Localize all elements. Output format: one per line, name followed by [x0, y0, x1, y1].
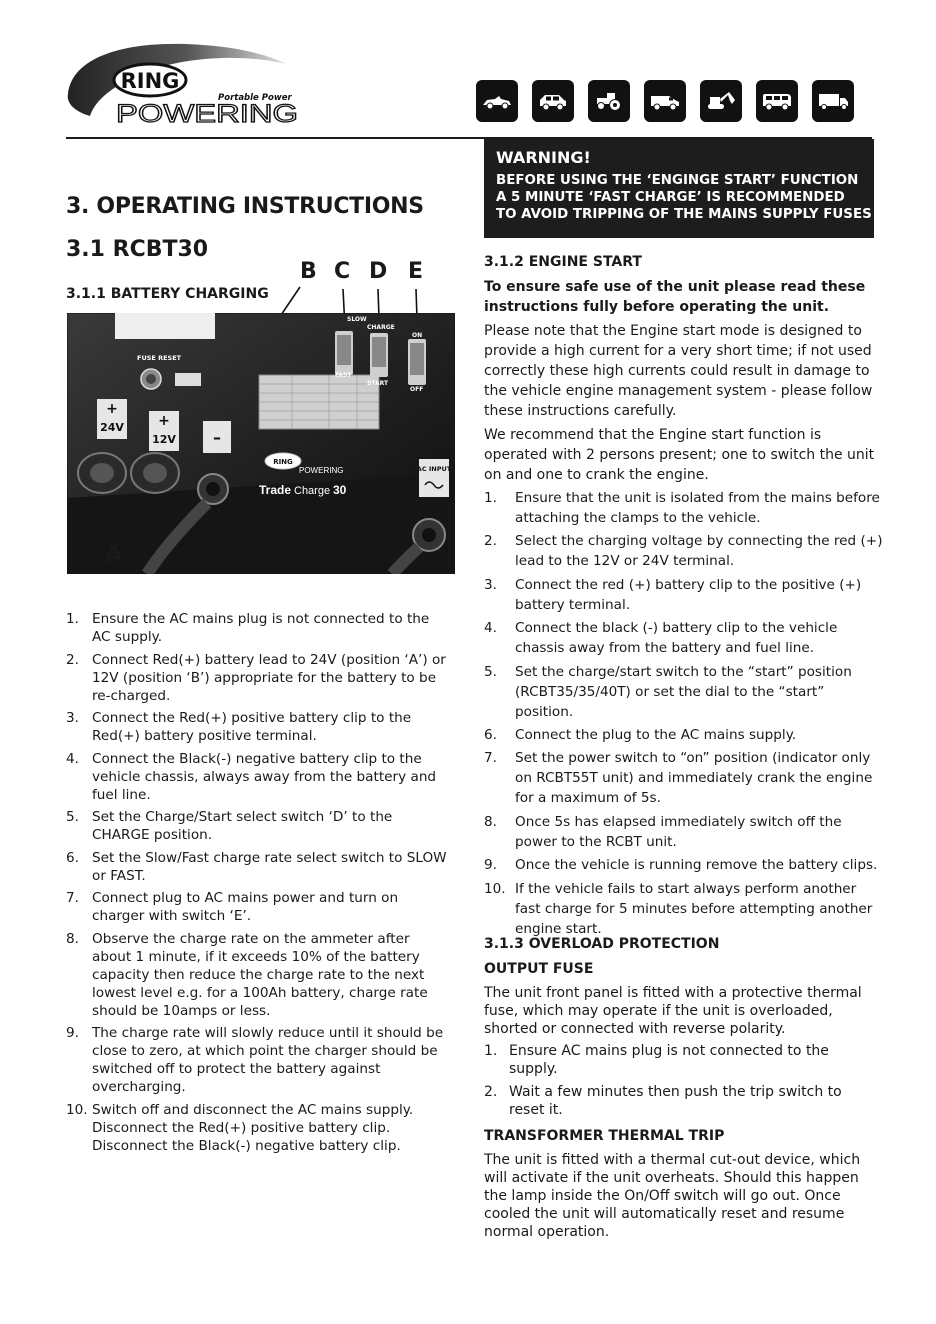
engine-start-heading: 3.1.2 ENGINE START	[484, 254, 642, 270]
svg-text:POWERING: POWERING	[299, 466, 344, 475]
warning-box	[484, 139, 874, 238]
plus-sign-12v: +	[158, 413, 170, 429]
subsection-title: 3.1 RCBT30	[66, 237, 209, 262]
charge-label: CHARGE	[367, 324, 395, 331]
callout-label-d: D	[369, 259, 388, 284]
list-item: 4. Connect the Black(-) negative battery clip to the vehicle chassis, always away from the battery and fuel line.	[66, 750, 437, 803]
list-item: 7. Connect plug to AC mains power and turn on charger with switch ‘E’.	[66, 890, 399, 924]
list-item: 10. Switch off and disconnect the AC mains supply. Disconnect the Red(+) positive battery clip. Disconnect the Black(-) negative battery clip.	[66, 1101, 414, 1154]
list-item: 9. The charge rate will slowly reduce until it should be close to zero, at which point the charger should be switched off to protect the battery against overcharging.	[66, 1025, 444, 1095]
list-item: 6. Set the Slow/Fast charge rate select switch to SLOW or FAST.	[66, 849, 447, 884]
list-item: 9. Once the vehicle is running remove the battery clips.	[484, 857, 878, 874]
ammeter-window	[115, 313, 215, 339]
logo-ring-text: RING	[120, 69, 180, 93]
label-12v: 12V	[152, 433, 176, 446]
list-item: 1. Ensure that the unit is isolated from the mains before attaching the clamps to the vehicle.	[484, 490, 880, 526]
ac-input-text: AC INPUT	[416, 465, 452, 473]
fast-label: FAST	[335, 372, 352, 379]
callout-label-c: C	[334, 259, 351, 284]
slow-label: SLOW	[347, 316, 367, 323]
warning-line: BEFORE USING THE ‘ENGINGE START’ FUNCTION	[496, 173, 859, 188]
battery-charging-steps	[66, 610, 452, 1159]
output-fuse-heading: OUTPUT FUSE	[484, 961, 594, 977]
list-item: 7. Set the power switch to “on” position (indicator only on RCBT55T unit) and immediately crank the engine for a maximum of 5s.	[484, 750, 873, 807]
engine-start-paragraph: We recommend that the Engine start function is operated with 2 persons present; one to switch the unit on and one to crank the engine.	[484, 427, 875, 483]
callout-label-e: E	[408, 259, 424, 284]
battery-charging-heading: 3.1.1 BATTERY CHARGING	[66, 286, 269, 302]
list-item: 10. If the vehicle fails to start always perform another fast charge for 5 minutes before attempting another engine start.	[484, 880, 873, 937]
list-item: 3. Connect the Red(+) positive battery clip to the Red(+) battery positive terminal.	[66, 710, 412, 744]
list-item: 1. Ensure AC mains plug is not connected to the supply.	[484, 1043, 829, 1077]
list-item: 5. Set the charge/start switch to the “start” position (RCBT35/35/40T) or set the dial to the “start” position.	[484, 663, 852, 720]
logo-powering-text: POWERING	[116, 100, 298, 128]
svg-text:30: 30	[333, 483, 347, 497]
list-item: 4. Connect the black (-) battery clip to the vehicle chassis away from the battery and fuel line.	[484, 620, 838, 657]
svg-text:Trade: Trade	[259, 483, 292, 497]
list-item: 5. Set the Charge/Start select switch ‘D’ to the CHARGE position.	[66, 809, 393, 843]
list-item: 2. Connect Red(+) battery lead to 24V (position ‘A’) or 12V (position ‘B’) appropriate for the battery to be re-charged.	[66, 651, 446, 704]
overload-protection-heading: 3.1.3 OVERLOAD PROTECTION	[484, 936, 720, 952]
output-fuse-paragraph: The unit front panel is fitted with a protective thermal fuse, which may operate if the unit is overloaded, shorted or connected with reverse polarity.	[484, 985, 862, 1037]
label-24v: 24V	[100, 421, 124, 434]
fuse-symbol-icon	[175, 373, 201, 386]
list-item: 2. Wait a few minutes then push the trip switch to reset it.	[484, 1084, 842, 1118]
warning-line: TO AVOID TRIPPING OF THE MAINS SUPPLY FUSES	[496, 207, 872, 222]
transformer-thermal-trip-paragraph: The unit is fitted with a thermal cut-out device, which will activate if the unit overheats. Should this happen the lamp inside the On/Off switch will go out. Once cooled the unit will automatically reset and resume normal operation.	[484, 1152, 861, 1240]
output-fuse-steps	[484, 1042, 876, 1124]
plus-sign-24v: +	[106, 401, 118, 417]
minus-sign: –	[213, 428, 221, 447]
engine-start-steps	[484, 488, 884, 942]
engine-start-paragraph: Please note that the Engine start mode is designed to provide a high current for a very short time; if not used correctly these high currents could result in damage to the vehicle engine management system - please follow these instructions carefully.	[484, 323, 873, 419]
svg-text:Charge: Charge	[294, 485, 331, 497]
list-item: 1. Ensure the AC mains plug is not connected to the AC supply.	[66, 611, 430, 645]
charger-front-panel-figure	[67, 313, 455, 574]
fuse-reset-label: FUSE RESET	[137, 354, 182, 362]
warning-title: WARNING!	[496, 148, 591, 167]
list-item: 8. Once 5s has elapsed immediately switch off the power to the RCBT unit.	[484, 813, 842, 850]
warning-line: A 5 MINUTE ‘FAST CHARGE’ IS RECOMMENDED	[496, 190, 845, 205]
list-item: 2. Select the charging voltage by connecting the red (+) lead to the 12V or 24V terminal.	[484, 533, 883, 570]
engine-start-safety-note: To ensure safe use of the unit please read these instructions fully before operating the unit.	[484, 279, 866, 315]
list-item: 3. Connect the red (+) battery clip to the positive (+) battery terminal.	[484, 576, 862, 613]
list-item: 8. Observe the charge rate on the ammeter after about 1 minute, if it exceeds 10% of the battery capacity then reduce the charge rate to the next lowest level e.g. for a 100Ah battery, charge rate should be 10amps or less.	[66, 930, 428, 1019]
callout-label-a: A	[105, 543, 123, 568]
callout-label-b: B	[300, 259, 317, 284]
on-off-switch[interactable]	[408, 332, 426, 393]
list-item: 6. Connect the plug to the AC mains supply.	[484, 726, 797, 743]
svg-text:RING: RING	[273, 458, 293, 466]
transformer-thermal-trip-heading: TRANSFORMER THERMAL TRIP	[484, 1128, 725, 1144]
on-label: ON	[412, 332, 423, 339]
off-label: OFF	[410, 386, 424, 393]
start-label: START	[367, 380, 389, 387]
section-title: 3. OPERATING INSTRUCTIONS	[66, 194, 424, 219]
logo-tagline: Portable Power	[218, 93, 292, 103]
